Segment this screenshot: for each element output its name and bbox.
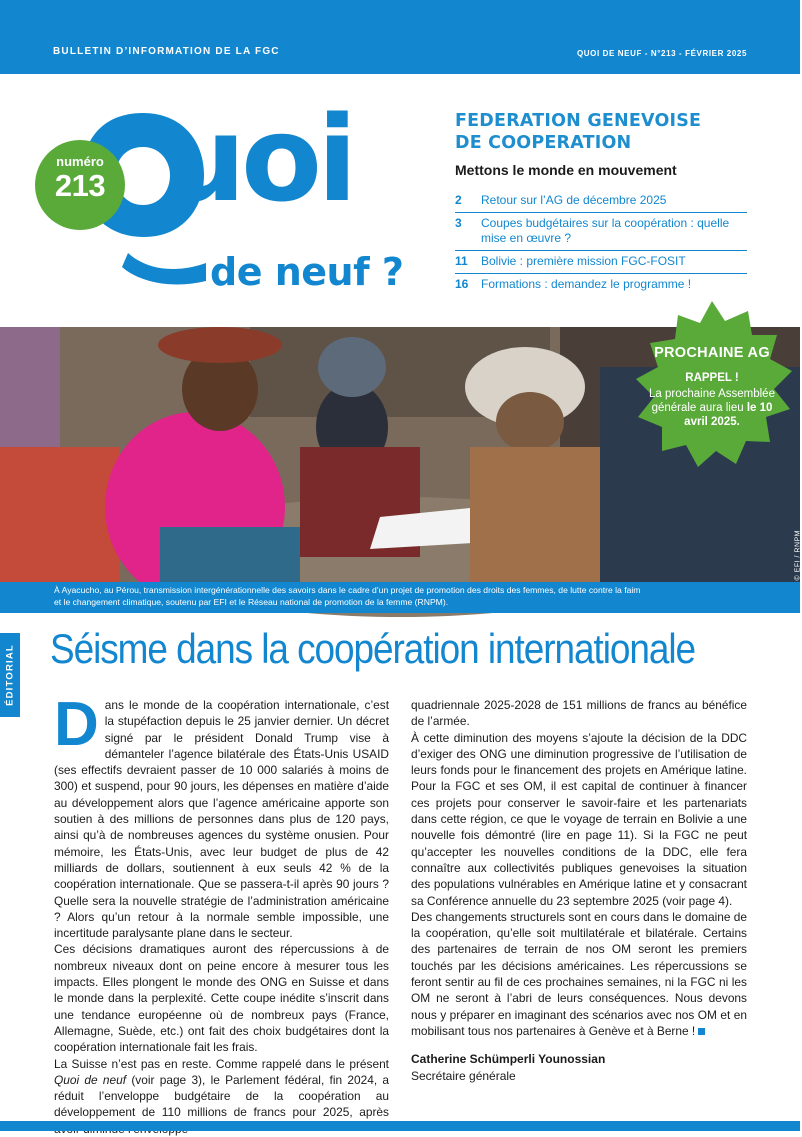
toc-page: 2	[455, 193, 462, 207]
issue-number: 213	[54, 168, 106, 203]
issue-badge	[35, 140, 125, 230]
issue-label: numéro	[56, 154, 104, 169]
paragraph-text: (voir page 3), le Parlement fédéral, fin 2024, a réduit l’enveloppe budgétaire de la coopération au développement de 110 millions de francs pour 2025, après	[54, 1072, 390, 1120]
toc-page: 11	[455, 254, 468, 268]
masthead-title-oi: uoi	[162, 90, 353, 228]
publication-title: Quoi de neuf	[54, 1072, 127, 1087]
article-column-left	[54, 690, 390, 1137]
toc-title: Formations : demandez le programme !	[481, 277, 692, 291]
paragraph	[54, 690, 389, 941]
paragraph: À cette diminution des moyens s’ajoute la décision de la DDC d’exiger des ONG une diminution progressive de l’utilisation de leurs fonds pour le financement des projets en Amérique latine. Pour la FGC et ses OM, il est capital de continuer à financer ces projets pour conserver le savoir-faire et les partenariats dans cette région, ce que le voyage de terrain en Bolivie a une nouvelle fois démontré (lire en page 11). Si la FGC ne peut qu’accepter les nouvelles conditions de la DDC, elle fera connaître aux collectivités publiques genevoises la situation des populations vulnérables en Amérique latine et y consacrant sa Conférence annuelle du 23 septembre 2025 (voir page 4).	[411, 730, 747, 908]
ag-date: le 10 avril 2025.	[684, 402, 773, 428]
toc-item[interactable]	[455, 251, 747, 274]
article-column-right	[411, 697, 747, 1039]
ag-text	[644, 387, 780, 429]
tagline: Mettons le monde en mouvement	[455, 162, 677, 178]
toc-item[interactable]	[455, 213, 747, 251]
table-of-contents	[455, 190, 747, 296]
dropcap: D	[54, 690, 99, 759]
bottom-band	[0, 1121, 800, 1131]
ag-rappel: RAPPEL !	[685, 372, 739, 384]
photo-credit: © EFI / RNPM	[794, 530, 801, 581]
toc-page: 16	[455, 277, 469, 291]
federation-logo	[455, 110, 701, 154]
paragraph	[411, 909, 747, 1039]
signature-role: Secrétaire générale	[411, 1069, 516, 1083]
ag-title: PROCHAINE AG	[654, 345, 770, 361]
masthead-logo	[30, 90, 430, 300]
toc-title: Retour sur l’AG de décembre 2025	[481, 193, 667, 207]
issue-line: QUOI DE NEUF - N°213 - FÉVRIER 2025	[576, 49, 747, 58]
ag-body: La prochaine Assemblée générale aura lieu	[649, 388, 775, 414]
federation-line1: FEDERATION GENEVOISE	[455, 111, 702, 131]
toc-title: Coupes budgétaires sur la coopération : quelle mise en œuvre ?	[481, 216, 730, 245]
toc-item[interactable]	[455, 190, 747, 213]
toc-title: Bolivie : première mission FGC-FOSIT	[481, 254, 686, 268]
next-ag-notice	[622, 297, 802, 477]
section-tab-label: ÉDITORIAL	[4, 644, 16, 706]
article-headline: Séisme dans la coopération internationale	[50, 625, 696, 672]
paragraph: quadriennale 2025-2028 de 151 millions de francs au bénéfice de l’armée.	[411, 698, 747, 729]
paragraph-text: La Suisse n’est pas en reste. Comme rappelé dans le présent	[54, 1056, 389, 1071]
toc-page: 3	[455, 216, 462, 230]
toc-item[interactable]	[455, 274, 747, 296]
paragraph: Ces décisions dramatiques auront des répercussions à de nombreux niveaux dont on peine encore à mesurer tous les impacts. Elles plongent le monde des ONG en Suisse et dans le monde dans la perplexité. Cette coupe inédite s’inscrit dans une tendance européenne où de nombreux pays (France, Allemagne, Suède, etc.) ont fait des choix budgétaires dont la coopération internationale fait les frais.	[54, 942, 389, 1055]
federation-line2: DE COOPERATION	[455, 133, 632, 153]
top-band	[0, 0, 800, 74]
masthead-subtitle: de neuf ?	[210, 250, 404, 294]
signature-name: Catherine Schümperli Younossian	[411, 1052, 606, 1066]
paragraph-text: ans le monde de la coopération internationale, c’est la stupéfaction depuis le 25 janvier dernier. Un décret signé par le président Donald Trump vise à démanteler l’agence bilatérale des États-Unis USAID (ses effectifs devraient passer de 10 000 salariés à moins de 300) et suspend, pour 90 jours, les dépenses en matière d’aide au développement alors que l’agence américaine apporte son soutien à des millions de personnes dans plus de 120 pays, ainsi qu’à de nombreuses agences du système onusien. Pour mémoire, les États-Unis, avec leur budget de plus de 42 milliards de dollars, soutiennent à eux seuls 42 % de la coopération internationale. Que se passera-t-il après 90 jours ? Quelle sera la nouvelle stratégie de l’administration américaine ? Alors qu’un retour à la normale semble impossible, une incertitude paralysante plane dans le secteur.	[54, 698, 389, 941]
end-mark-icon	[698, 1028, 705, 1035]
photo-caption: À Ayacucho, au Pérou, transmission intergénérationnelle des savoirs dans le cadre d’un projet de promotion des droits des femmes, de lutte contre la faim et le changement climatique, soutenu par EFI et le Réseau national de promotion de la femme (RNPM).	[54, 585, 641, 607]
bulletin-label: BULLETIN D’INFORMATION DE LA FGC	[53, 46, 280, 57]
paragraph-text: Des changements structurels sont en cours dans le domaine de la coopération, qu’elle soit multilatérale et bilatérale. Certains des partenaires de terrain de nos OM seront les premiers touchés par les décisions américaines. Les répercussions se feront sentir au fil de ces prochaines semaines, ni la FGC ni les OM ne seront à l’abri de leurs conséquences. Nous devons nous y préparer en imaginant des scénarios avec nos OM et en mobilisant tous nos partenaires à Genève et à Berne !	[411, 909, 747, 1038]
